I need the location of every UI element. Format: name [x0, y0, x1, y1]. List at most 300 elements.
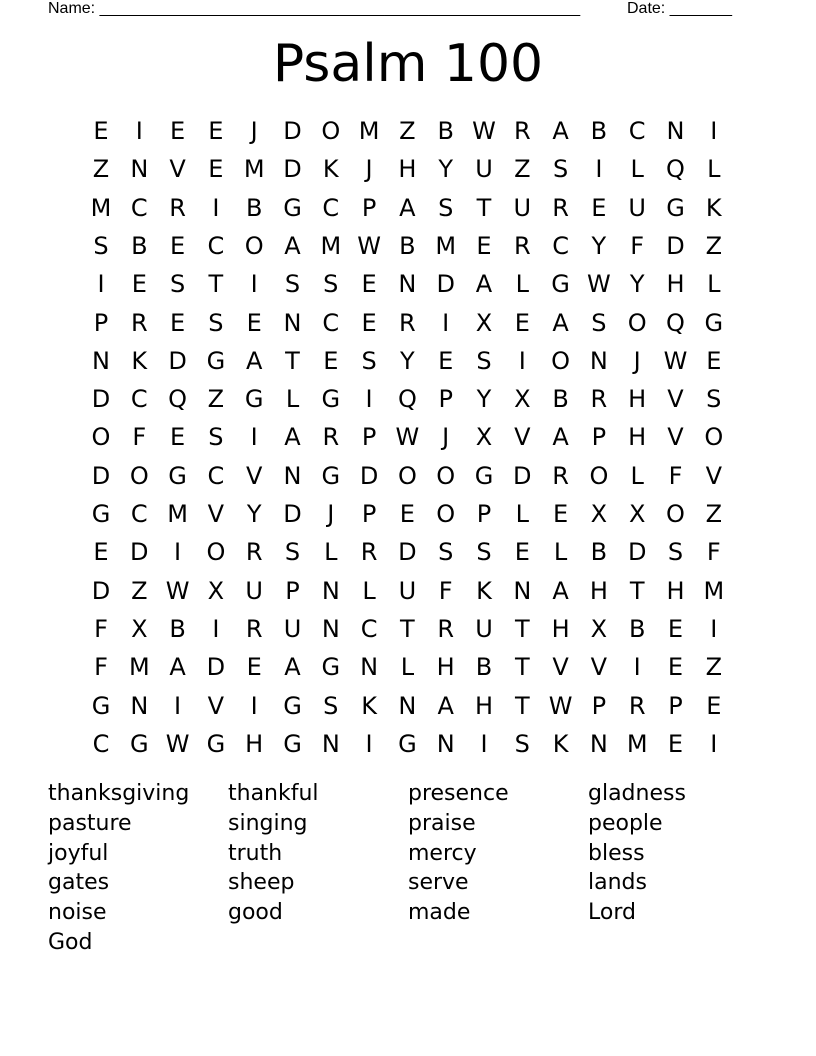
grid-letter: S	[514, 729, 530, 758]
grid-letter: P	[591, 691, 607, 720]
grid-letter: Z	[399, 117, 416, 145]
grid-letter: B	[552, 385, 569, 414]
grid-letter: M	[243, 155, 265, 184]
grid-letter: A	[245, 346, 263, 375]
grid-letter: C	[360, 614, 378, 643]
grid-letter: O	[627, 308, 647, 337]
grid-letter: E	[667, 653, 684, 682]
grid-letter: E	[170, 231, 186, 260]
grid-letter: G	[551, 270, 570, 299]
grid-letter: E	[170, 423, 186, 452]
grid-letter: X	[590, 500, 608, 528]
grid-letter: S	[208, 423, 224, 452]
grid-letter: D	[206, 653, 226, 682]
grid-letter: D	[436, 270, 455, 299]
grid-letter: N	[130, 155, 149, 184]
grid-letter: V	[207, 691, 225, 720]
grid-letter: U	[245, 576, 263, 605]
grid-letter: D	[513, 461, 532, 490]
grid-letter: S	[284, 538, 301, 567]
grid-letter: I	[365, 729, 373, 758]
grid-letter: S	[476, 346, 492, 375]
word-bank-item: made	[408, 900, 471, 926]
word-bank-item: serve	[408, 870, 469, 896]
grid-letter: F	[630, 231, 645, 260]
grid-letter: G	[321, 385, 341, 414]
grid-letter: I	[442, 308, 450, 337]
grid-letter: D	[666, 231, 685, 260]
word-bank-item: noise	[48, 900, 107, 926]
grid-letter: U	[475, 155, 493, 184]
grid-letter: W	[587, 270, 611, 299]
grid-letter: G	[398, 729, 417, 758]
grid-letter: C	[322, 308, 340, 337]
grid-letter: O	[206, 538, 226, 567]
grid-letter: R	[399, 308, 416, 337]
name-field-label: Name: ______________________________________________________	[48, 0, 581, 17]
grid-letter: K	[131, 346, 148, 375]
grid-letter: V	[667, 423, 684, 452]
grid-letter: E	[93, 538, 109, 567]
grid-letter: W	[472, 117, 496, 145]
grid-letter: X	[475, 423, 493, 452]
grid-letter: I	[595, 155, 603, 184]
grid-letter: R	[552, 193, 569, 222]
grid-letter: G	[168, 461, 187, 490]
grid-letter: S	[706, 385, 722, 414]
grid-letter: N	[92, 346, 110, 375]
grid-letter: I	[710, 729, 718, 758]
grid-letter: D	[359, 461, 379, 490]
grid-letter: Y	[438, 155, 454, 184]
grid-letter: O	[397, 461, 417, 490]
grid-letter: X	[514, 385, 531, 414]
grid-letter: L	[630, 155, 644, 184]
grid-letter: O	[589, 461, 609, 490]
grid-letter: H	[551, 614, 570, 643]
grid-letter: S	[476, 538, 492, 567]
word-bank-item: praise	[408, 810, 476, 836]
grid-letter: T	[285, 346, 300, 375]
grid-letter: N	[283, 461, 302, 490]
word-bank-item: lands	[588, 870, 647, 896]
grid-letter: O	[551, 346, 571, 375]
grid-letter: N	[130, 691, 149, 720]
grid-letter: C	[92, 729, 110, 758]
grid-letter: A	[284, 423, 301, 452]
grid-letter: H	[628, 423, 647, 452]
grid-letter: P	[285, 576, 300, 605]
grid-letter: N	[666, 117, 685, 145]
grid-letter: H	[474, 691, 494, 720]
grid-letter: O	[244, 231, 264, 260]
grid-letter: Z	[92, 155, 110, 184]
grid-letter: H	[398, 155, 417, 184]
grid-letter: A	[552, 117, 569, 145]
word-bank-item: mercy	[408, 840, 477, 866]
word-bank-item: good	[228, 900, 283, 926]
grid-letter: I	[480, 729, 488, 758]
grid-letter: S	[591, 308, 607, 337]
grid-letter: N	[513, 576, 532, 605]
grid-letter: T	[476, 193, 492, 222]
grid-letter: A	[169, 653, 186, 682]
grid-letter: G	[321, 461, 341, 490]
grid-letter: T	[400, 614, 415, 643]
grid-letter: H	[666, 270, 685, 299]
grid-letter: S	[361, 346, 377, 375]
grid-letter: E	[208, 155, 224, 184]
word-bank-item: sheep	[228, 870, 295, 896]
grid-letter: E	[591, 193, 607, 222]
grid-letter: S	[93, 231, 109, 260]
grid-letter: M	[703, 576, 725, 605]
grid-letter: C	[207, 461, 225, 490]
grid-letter: E	[361, 270, 377, 299]
grid-letter: F	[94, 614, 108, 643]
grid-letter: W	[548, 691, 573, 720]
grid-letter: N	[589, 346, 608, 375]
grid-letter: E	[246, 653, 262, 682]
grid-letter: E	[361, 308, 377, 337]
grid-letter: R	[628, 691, 646, 720]
grid-letter: N	[589, 729, 608, 758]
grid-letter: D	[283, 117, 302, 145]
grid-letter: N	[360, 653, 379, 682]
grid-letter: R	[130, 308, 148, 337]
grid-letter: E	[706, 346, 722, 375]
grid-letter: P	[668, 691, 683, 720]
grid-letter: Z	[514, 155, 531, 184]
grid-letter: S	[284, 270, 301, 299]
grid-letter: E	[706, 691, 722, 720]
grid-letter: B	[590, 538, 608, 567]
grid-letter: C	[130, 500, 148, 528]
grid-letter: D	[91, 576, 111, 605]
grid-letter: I	[212, 193, 220, 222]
grid-letter: B	[628, 614, 646, 643]
grid-letter: R	[169, 193, 186, 222]
grid-letter: E	[170, 117, 186, 145]
grid-letter: X	[207, 576, 225, 605]
grid-letter: U	[513, 193, 532, 222]
grid-letter: V	[552, 653, 569, 682]
grid-letter: K	[322, 155, 339, 184]
grid-letter: B	[169, 614, 186, 643]
grid-letter: E	[323, 346, 339, 375]
grid-letter: F	[132, 423, 147, 452]
word-bank-item: gladness	[588, 781, 686, 806]
grid-letter: X	[475, 308, 493, 337]
grid-letter: T	[208, 270, 224, 299]
grid-letter: V	[590, 653, 608, 682]
grid-letter: J	[442, 423, 450, 452]
grid-letter: E	[170, 308, 186, 337]
grid-letter: D	[168, 346, 187, 375]
grid-letter: V	[207, 500, 225, 528]
grid-letter: T	[514, 691, 530, 720]
grid-letter: B	[475, 653, 493, 682]
grid-letter: I	[97, 270, 105, 299]
grid-letter: L	[553, 538, 568, 567]
grid-letter: U	[283, 614, 302, 643]
grid-letter: G	[666, 193, 685, 222]
grid-letter: I	[710, 614, 718, 643]
grid-letter: Z	[705, 231, 723, 260]
grid-letter: L	[362, 576, 376, 605]
grid-letter: L	[515, 270, 529, 299]
grid-letter: M	[90, 193, 112, 222]
grid-letter: H	[628, 385, 647, 414]
grid-letter: R	[513, 231, 531, 260]
grid-letter: U	[398, 576, 417, 605]
grid-letter: D	[130, 538, 149, 567]
grid-letter: L	[707, 270, 721, 299]
grid-letter: E	[667, 614, 684, 643]
grid-letter: Z	[705, 500, 723, 528]
grid-letter: X	[131, 614, 148, 643]
word-bank-item: gates	[48, 870, 110, 896]
grid-letter: V	[705, 461, 722, 490]
grid-letter: H	[245, 729, 264, 758]
word-bank-item: joyful	[48, 840, 109, 866]
grid-letter: R	[437, 614, 455, 643]
grid-letter: Y	[400, 346, 415, 375]
grid-letter: R	[552, 461, 569, 490]
grid-letter: G	[206, 346, 226, 375]
grid-letter: E	[553, 500, 569, 528]
grid-letter: I	[174, 538, 182, 567]
grid-letter: Y	[246, 500, 262, 528]
grid-letter: N	[398, 691, 417, 720]
grid-letter: D	[627, 538, 647, 567]
grid-letter: C	[130, 385, 148, 414]
grid-letter: P	[591, 423, 607, 452]
grid-letter: G	[244, 385, 264, 414]
grid-letter: G	[91, 691, 111, 720]
grid-letter: V	[514, 423, 531, 452]
grid-letter: V	[169, 155, 186, 184]
grid-letter: R	[322, 423, 340, 452]
grid-letter: G	[206, 729, 226, 758]
grid-letter: B	[399, 231, 416, 260]
word-bank-item: thanksgiving	[48, 781, 190, 806]
grid-letter: C	[130, 193, 148, 222]
grid-letter: G	[283, 691, 302, 720]
grid-letter: N	[398, 270, 417, 299]
grid-letter: A	[552, 423, 569, 452]
grid-letter: A	[284, 653, 301, 682]
grid-letter: I	[518, 346, 526, 375]
grid-letter: I	[135, 117, 143, 145]
grid-letter: W	[357, 231, 381, 260]
grid-letter: E	[131, 270, 147, 299]
grid-letter: C	[628, 117, 646, 145]
grid-letter: R	[245, 614, 263, 643]
grid-letter: B	[245, 193, 263, 222]
grid-letter: I	[212, 614, 220, 643]
grid-letter: S	[323, 270, 339, 299]
grid-letter: P	[93, 308, 109, 337]
grid-letter: I	[174, 691, 182, 720]
grid-letter: Q	[397, 385, 417, 414]
grid-letter: T	[514, 614, 530, 643]
grid-letter: M	[320, 231, 342, 260]
grid-letter: D	[91, 461, 111, 490]
grid-letter: Q	[666, 308, 685, 337]
word-bank-item: bless	[588, 840, 645, 866]
grid-letter: J	[633, 346, 641, 375]
grid-letter: R	[245, 538, 263, 567]
grid-letter: G	[474, 461, 494, 490]
grid-letter: Z	[705, 653, 723, 682]
word-bank-item: pasture	[48, 810, 132, 836]
grid-letter: N	[321, 729, 340, 758]
grid-letter: J	[365, 155, 373, 184]
grid-letter: W	[165, 729, 190, 758]
grid-letter: E	[514, 308, 530, 337]
grid-letter: L	[324, 538, 338, 567]
date-field-label: Date: _______	[627, 0, 732, 17]
grid-letter: W	[395, 423, 420, 452]
grid-letter: I	[365, 385, 373, 414]
grid-letter: D	[283, 500, 302, 528]
grid-letter: R	[590, 385, 608, 414]
grid-letter: M	[128, 653, 150, 682]
grid-letter: J	[250, 117, 258, 145]
grid-letter: B	[437, 117, 454, 145]
grid-letter: M	[626, 729, 648, 758]
grid-letter: V	[667, 385, 684, 414]
grid-letter: J	[327, 500, 335, 528]
grid-letter: S	[438, 193, 454, 222]
grid-letter: E	[514, 538, 530, 567]
grid-letter: A	[284, 231, 301, 260]
page-title: Psalm 100	[272, 34, 544, 94]
grid-letter: O	[321, 117, 341, 145]
grid-letter: K	[476, 576, 492, 605]
grid-letter: L	[707, 155, 721, 184]
grid-letter: A	[475, 270, 493, 299]
grid-letter: S	[552, 155, 569, 184]
grid-letter: W	[663, 346, 688, 375]
grid-letter: S	[208, 308, 224, 337]
grid-letter: U	[475, 614, 493, 643]
grid-letter: I	[250, 270, 258, 299]
grid-letter: P	[476, 500, 492, 528]
grid-letter: W	[165, 576, 190, 605]
grid-letter: M	[358, 117, 380, 145]
grid-letter: S	[438, 538, 454, 567]
grid-letter: E	[93, 117, 109, 145]
word-bank-item: truth	[228, 840, 283, 866]
grid-letter: E	[667, 729, 684, 758]
grid-letter: Z	[131, 576, 148, 605]
grid-letter: D	[283, 155, 302, 184]
word-bank-item: God	[48, 930, 93, 955]
grid-letter: L	[630, 461, 644, 490]
grid-letter: L	[515, 500, 529, 528]
grid-letter: H	[666, 576, 685, 605]
grid-letter: C	[322, 193, 340, 222]
grid-letter: F	[438, 576, 453, 605]
grid-letter: D	[398, 538, 417, 567]
grid-letter: P	[438, 385, 453, 414]
grid-letter: K	[552, 729, 569, 758]
grid-letter: F	[668, 461, 683, 490]
grid-letter: H	[436, 653, 455, 682]
grid-letter: L	[400, 653, 415, 682]
grid-letter: K	[705, 193, 722, 222]
grid-letter: O	[436, 461, 456, 490]
grid-letter: G	[91, 500, 111, 528]
grid-letter: T	[514, 653, 530, 682]
grid-letter: B	[131, 231, 148, 260]
grid-letter: E	[476, 231, 492, 260]
grid-letter: F	[706, 538, 721, 567]
grid-letter: D	[91, 385, 111, 414]
grid-letter: C	[552, 231, 569, 260]
grid-letter: S	[667, 538, 684, 567]
grid-letter: O	[91, 423, 111, 452]
grid-letter: N	[436, 729, 455, 758]
grid-letter: I	[710, 117, 718, 145]
grid-letter: O	[436, 500, 456, 528]
grid-letter: I	[250, 423, 258, 452]
grid-letter: E	[208, 117, 224, 145]
grid-letter: I	[250, 691, 258, 720]
grid-letter: A	[399, 193, 416, 222]
grid-letter: N	[321, 614, 340, 643]
grid-letter: O	[666, 500, 685, 528]
grid-letter: A	[552, 308, 569, 337]
word-bank-item: singing	[228, 810, 308, 836]
grid-letter: R	[360, 538, 378, 567]
grid-letter: E	[246, 308, 262, 337]
word-bank-item: presence	[408, 781, 509, 806]
grid-letter: P	[361, 500, 377, 528]
grid-letter: X	[590, 614, 608, 643]
grid-letter: P	[361, 193, 377, 222]
grid-letter: X	[628, 500, 646, 528]
grid-letter: Q	[168, 385, 188, 414]
grid-letter: L	[285, 385, 300, 414]
grid-letter: Y	[591, 231, 607, 260]
grid-letter: K	[361, 691, 377, 720]
word-bank-item: people	[588, 810, 663, 836]
grid-letter: I	[633, 653, 641, 682]
grid-letter: P	[361, 423, 377, 452]
grid-letter: G	[704, 308, 724, 337]
grid-letter: A	[552, 576, 569, 605]
grid-letter: Y	[629, 270, 645, 299]
grid-letter: H	[589, 576, 608, 605]
grid-letter: Q	[666, 155, 685, 184]
grid-letter: G	[283, 729, 302, 758]
grid-letter: M	[167, 500, 188, 528]
grid-letter: G	[283, 193, 302, 222]
word-bank-item: thankful	[228, 781, 319, 806]
grid-letter: Y	[476, 385, 492, 414]
grid-letter: G	[129, 729, 149, 758]
grid-letter: O	[129, 461, 149, 490]
grid-letter: R	[513, 117, 531, 145]
grid-letter: C	[207, 231, 225, 260]
grid-letter: V	[245, 461, 263, 490]
grid-letter: S	[323, 691, 339, 720]
grid-letter: A	[437, 691, 454, 720]
grid-letter: B	[590, 117, 608, 145]
